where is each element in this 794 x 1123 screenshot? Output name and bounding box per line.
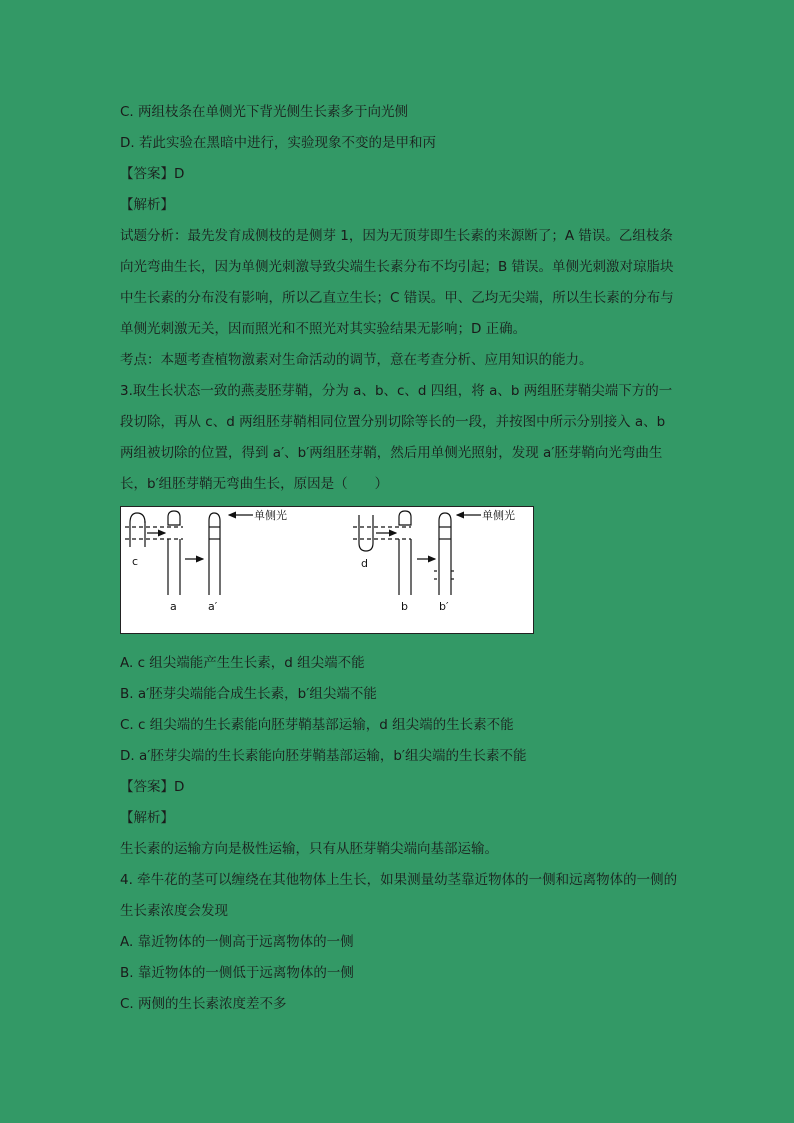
coleoptile-diagram-svg: [121, 507, 533, 633]
q3-stem: 3.取生长状态一致的燕麦胚芽鞘，分为 a、b、c、d 四组，将 a、b 两组胚芽鞘尖端下方的一段切除，再从 c、d 两组胚芽鞘相同位置分别切除等长的一段，并按图中所示分别接入 a、b 两组被切除的位置，得到 a′、b′两组胚芽鞘，然后用单侧光照射，发现 a′胚芽鞘向光弯曲生长，b′组胚芽鞘无弯曲生长，原因是（ ）: [120, 383, 673, 492]
tip-cap-a: [168, 511, 180, 525]
q3-analysis-text: 生长素的运输方向是极性运输，只有从胚芽鞘尖端向基部运输。: [120, 841, 498, 857]
coleoptile-d: [359, 515, 373, 551]
q2-option-c: C. 两组枝条在单侧光下背光侧生长素多于向光侧: [120, 104, 409, 120]
label-a-prime: a′: [208, 600, 218, 613]
q4-option-c: C. 两侧的生长素浓度差不多: [120, 996, 287, 1012]
label-b: b: [401, 600, 408, 613]
light-label-right: 单侧光: [482, 509, 515, 522]
label-c: c: [132, 555, 139, 568]
q4-option-b: B. 靠近物体的一侧低于远离物体的一侧: [120, 965, 354, 981]
coleoptile-a2: [209, 513, 220, 595]
q3-option-c: C. c 组尖端的生长素能向胚芽鞘基部运输，d 组尖端的生长素不能: [120, 717, 514, 733]
q3-option-b: B. a′胚芽尖端能合成生长素，b′组尖端不能: [120, 686, 377, 702]
q3-option-a: A. c 组尖端能产生生长素，d 组尖端不能: [120, 655, 365, 671]
q2-answer: 【答案】D: [120, 166, 185, 182]
coleoptile-c: [130, 513, 145, 547]
q4-option-a: A. 靠近物体的一侧高于远离物体的一侧: [120, 934, 354, 950]
q2-kaodian: 考点：本题考查植物激素对生命活动的调节，意在考查分析、应用知识的能力。: [120, 352, 593, 368]
label-b-prime: b′: [439, 600, 449, 613]
q2-option-d: D. 若此实验在黑暗中进行，实验现象不变的是甲和丙: [120, 135, 436, 151]
tip-cap-b: [399, 511, 411, 525]
q3-answer: 【答案】D: [120, 779, 185, 795]
coleoptile-b2: [439, 513, 451, 595]
q3-analysis-label: 【解析】: [120, 810, 174, 826]
q4-stem: 4. 牵牛花的茎可以缠绕在其他物体上生长，如果测量幼茎靠近物体的一侧和远离物体的一侧的生长素浓度会发现: [120, 872, 678, 919]
q2-analysis-label: 【解析】: [120, 197, 174, 213]
light-label-left: 单侧光: [254, 509, 287, 522]
label-a: a: [170, 600, 177, 613]
q2-analysis-text: 试题分析：最先发育成侧枝的是侧芽 1，因为无顶芽即生长素的来源断了；A 错误。乙组枝条向光弯曲生长，因为单侧光刺激导致尖端生长素分布不均引起；B 错误。单侧光刺激对琼脂块中生长素的分布没有影响，所以乙直立生长；C 错误。甲、乙均无尖端，所以生长素的分布与单侧光刺激无关，因而照光和不照光对其实验结果无影响；D 正确。: [120, 228, 674, 337]
document-page: [120, 97, 680, 1020]
coleoptile-diagram: [120, 506, 534, 634]
label-d: d: [361, 557, 368, 570]
coleoptile-a: [168, 539, 180, 595]
q3-option-d: D. a′胚芽尖端的生长素能向胚芽鞘基部运输，b′组尖端的生长素不能: [120, 748, 527, 764]
coleoptile-b: [399, 539, 411, 595]
